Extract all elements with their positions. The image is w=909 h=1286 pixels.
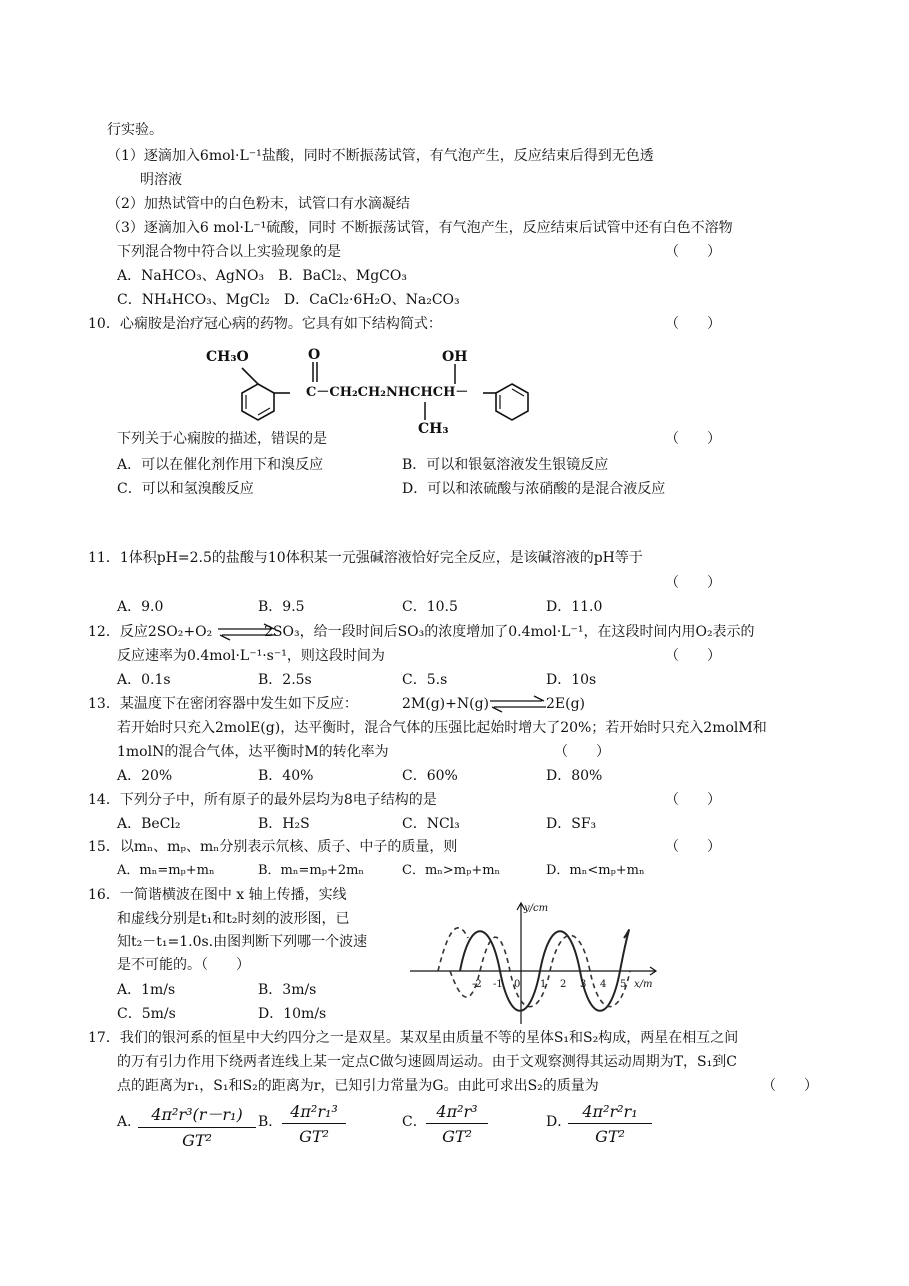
wave-graph: [410, 898, 660, 1028]
graph-tick: -2: [472, 979, 482, 990]
graph-tick: 4: [600, 979, 607, 990]
q15-option-b: B．mₙ=mₚ+2mₙ: [258, 863, 365, 878]
q17-stem-c: 点的距离为r₁，S₁和S₂的距离为r，已知引力常量为G。由此可求出S₂的质量为: [117, 1078, 599, 1094]
q14-stem: 14．下列分子中，所有原子的最外层均为8电子结构的是: [88, 792, 437, 808]
graph-ylabel: y/cm: [524, 903, 549, 914]
fraction-b-denominator: GT²: [299, 1127, 329, 1146]
structure-chain: C－CH₂CH₂NHCHCH－: [306, 385, 469, 400]
q17-option-d-fraction: [568, 1102, 652, 1146]
structure-ch3: CH₃: [418, 421, 449, 437]
q10-stem: 10．心痫胺是治疗冠心病的药物。它具有如下结构简式：: [88, 316, 442, 332]
q14-paren: （ ）: [665, 792, 721, 808]
q16-stem-d: 是不可能的。（ ）: [117, 957, 250, 973]
q10-option-c: C．可以和氢溴酸反应: [117, 481, 254, 497]
q14-option-d: D．SF₃: [546, 816, 597, 832]
q13-option-a: A．20%: [117, 768, 173, 784]
graph-tick: 1: [540, 979, 547, 990]
graph-tick: 5: [620, 979, 627, 990]
graph-tick: -1: [493, 979, 503, 990]
q14-option-a: A．BeCl₂: [117, 816, 181, 832]
q17-option-b-fraction: [282, 1102, 346, 1146]
structure-formula: [200, 342, 560, 440]
q13-eq-left: 2M(g)+N(g): [402, 696, 489, 712]
q10-question: 下列关于心痫胺的描述，错误的是: [117, 431, 327, 447]
q13-option-b: B．40%: [258, 768, 314, 784]
graph-tick: 0: [514, 979, 521, 990]
q13-option-d: D．80%: [546, 768, 603, 784]
q12-stem-b: 2SO₃，给一段时间后SO₃的浓度增加了0.4mol·L⁻¹，在这段时间内用O₂表示的: [264, 624, 755, 640]
q11-option-a: A．9.0: [117, 599, 164, 615]
q12-paren: （ ）: [665, 648, 721, 664]
fraction-c-denominator: GT²: [442, 1127, 472, 1146]
q15-paren: （ ）: [665, 839, 721, 855]
q9-options-ab: A．NaHCO₃、AgNO₃ B．BaCl₂、MgCO₃: [117, 268, 407, 284]
q9-paren: （ ）: [665, 244, 721, 260]
q14-option-c: C．NCl₃: [402, 816, 460, 832]
fraction-a-denominator: GT²: [182, 1131, 212, 1150]
q17-option-d-label: D．: [546, 1114, 572, 1130]
q13-stem-b: 若开始时只充入2molE(g)，达平衡时，混合气体的压强比起始时增大了20%；若开始时只充入2molM和: [117, 720, 767, 736]
q17-option-a-label: A．: [117, 1114, 142, 1130]
fraction-c-numerator: 4π²r³: [426, 1102, 488, 1124]
q15-option-c: C．mₙ>mₚ+mₙ: [402, 863, 501, 878]
q10-option-d: D．可以和浓硫酸与浓硝酸的是混合液反应: [402, 481, 666, 497]
structure-carbonyl-o: O: [308, 347, 321, 363]
q17-stem-b: 的万有引力作用下绕两者连线上某一定点C做匀速圆周运动。由于文观察测得其运动周期为T，S₁到C: [117, 1054, 737, 1070]
q15-option-a: A．mₙ=mₚ+mₙ: [117, 863, 215, 878]
q12-option-b: B．2.5s: [258, 672, 312, 688]
q13-stem-c: 1molN的混合气体，达平衡时M的转化率为: [117, 744, 389, 760]
q10-option-b: B．可以和银氨溶液发生银镜反应: [402, 457, 609, 473]
q16-option-b: B．3m/s: [258, 982, 317, 998]
graph-tick: 3: [580, 979, 587, 990]
q13-option-c: C．60%: [402, 768, 458, 784]
line-intro: 行实验。: [107, 122, 163, 138]
q12-stem-a: 12．反应2SO₂+O₂: [88, 624, 213, 640]
fraction-a-numerator: 4π²r³(r－r₁): [138, 1102, 256, 1128]
q11-paren: （ ）: [665, 575, 721, 591]
q16-stem-c: 知t₂－t₁=1.0s.由图判断下列哪一个波速: [117, 934, 368, 950]
q13-stem-a: 13．某温度下在密闭容器中发生如下反应：: [88, 696, 358, 712]
q17-option-c-fraction: [426, 1102, 488, 1146]
q9-stem: 下列混合物中符合以上实验现象的是: [117, 244, 341, 260]
q12-stem-c: 反应速率为0.4mol·L⁻¹·s⁻¹，则这段时间为: [117, 648, 385, 664]
line-step2: （2）加热试管中的白色粉末，试管口有水滴凝结: [107, 196, 410, 212]
q17-paren: （ ）: [762, 1078, 818, 1094]
q16-option-a: A．1m/s: [117, 982, 176, 998]
graph-tick: 2: [560, 979, 567, 990]
q12-option-d: D．10s: [546, 672, 597, 688]
q16-stem-a: 16．一简谐横波在图中 x 轴上传播，实线: [88, 887, 347, 903]
q11-option-b: B．9.5: [258, 599, 305, 615]
q14-option-b: B．H₂S: [258, 816, 310, 832]
q11-option-d: D．11.0: [546, 599, 603, 615]
q10-paren: （ ）: [665, 316, 721, 332]
q12-option-a: A．0.1s: [117, 672, 171, 688]
fraction-b-numerator: 4π²r₁³: [282, 1102, 346, 1124]
line-step3: （3）逐滴加入6 mol·L⁻¹硫酸，同时 不断振荡试管，有气泡产生，反应结束后试管中还有白色不溶物: [107, 220, 733, 236]
q10-paren-2: （ ）: [665, 431, 721, 447]
graph-xlabel: x/m: [634, 979, 653, 990]
q15-stem: 15．以mₙ、mₚ、mₙ分别表示氘核、质子、中子的质量，则: [88, 839, 458, 855]
q10-option-a: A．可以在催化剂作用下和溴反应: [117, 457, 324, 473]
q13-paren: （ ）: [554, 744, 610, 760]
q17-option-a-fraction: [138, 1102, 256, 1150]
fraction-d-numerator: 4π²r²r₁: [568, 1102, 652, 1124]
q17-stem-a: 17．我们的银河系的恒星中大约四分之一是双星。某双星由质量不等的星体S₁和S₂构成，两星在相互之间: [88, 1030, 739, 1046]
fraction-d-denominator: GT²: [595, 1127, 625, 1146]
line-step1: （1）逐滴加入6mol·L⁻¹盐酸，同时不断振荡试管，有气泡产生，反应结束后得到无色透: [107, 148, 654, 164]
q11-stem: 11．1体积pH=2.5的盐酸与10体积某一元强碱溶液恰好完全反应，是该碱溶液的pH等于: [88, 550, 643, 566]
q17-option-b-label: B．: [258, 1114, 283, 1130]
q17-option-c-label: C．: [402, 1114, 427, 1130]
structure-oh: OH: [442, 349, 468, 365]
q16-stem-b: 和虚线分别是t₁和t₂时刻的波形图，已: [117, 911, 350, 927]
q15-option-d: D．mₙ<mₚ+mₙ: [546, 863, 645, 878]
equilibrium-arrow-2: [488, 693, 548, 715]
q13-eq-right: 2E(g): [546, 696, 586, 712]
q16-option-d: D．10m/s: [258, 1006, 327, 1022]
q12-option-c: C．5.s: [402, 672, 448, 688]
structure-ch3o: CH₃O: [206, 349, 249, 365]
q9-options-cd: C．NH₄HCO₃、MgCl₂ D．CaCl₂·6H₂O、Na₂CO₃: [117, 292, 460, 308]
q11-option-c: C．10.5: [402, 599, 458, 615]
q16-option-c: C．5m/s: [117, 1006, 176, 1022]
line-step1-cont: 明溶液: [140, 172, 182, 188]
